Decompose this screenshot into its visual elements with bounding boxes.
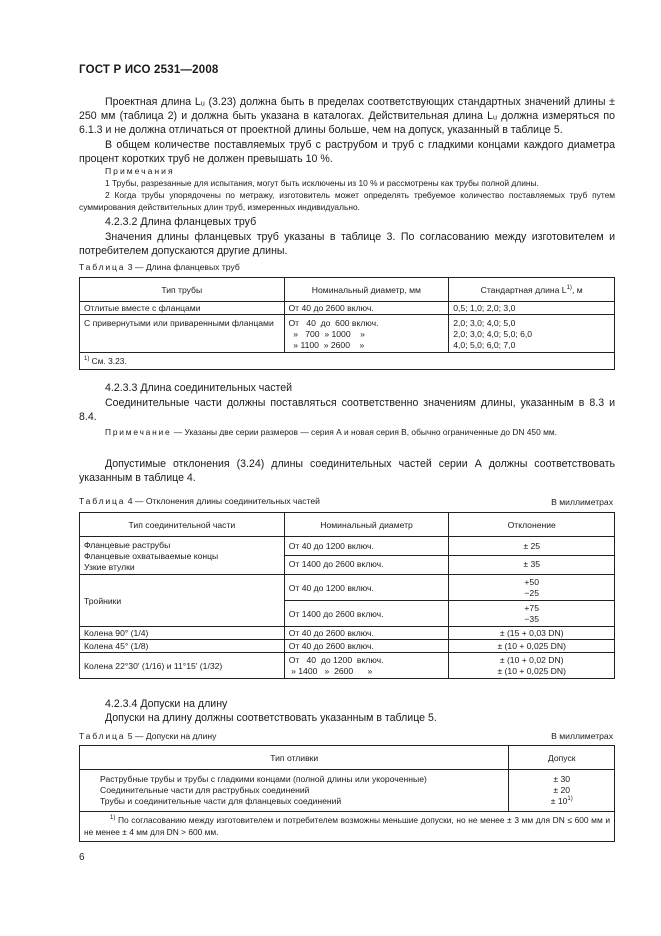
note-1: 1 Трубы, разрезанные для испытания, могут быть исключены из 10 % и рассмотрены как трубы полной длины. — [105, 178, 539, 188]
page-number: 6 — [79, 852, 85, 863]
table-4-cell-deviation: ± (10 + 0,02 DN) ± (10 + 0,025 DN) — [449, 653, 615, 679]
table-row — [80, 653, 615, 679]
table-4-cell-deviation: ± (15 + 0,03 DN) — [449, 627, 615, 640]
table-4-cell-type: Фланцевые раструбы Фланцевые охватываемые концы Узкие втулки — [80, 537, 285, 575]
table-3-cell-dn: От 40 до 600 включ. » 700 » 1000 » » 1100 » 2600 » — [284, 315, 449, 353]
table-4-cell-dn: От 1400 до 2600 включ. — [284, 556, 449, 575]
notes-title: Примечания — [105, 166, 175, 176]
table-3-cell-length: 0,5; 1,0; 2,0; 3,0 — [449, 302, 615, 315]
table-4-header-type: Тип соединительной части — [80, 513, 285, 537]
note-series: Примечание — Указаны две серии размеров — серия А и новая серия В, обычно ограниченные до DN 450 мм. — [105, 427, 557, 437]
table-4-cell-dn: От 40 до 1200 включ. » 1400 » 2600 » — [284, 653, 449, 679]
paragraph-flanged-lengths: Значения длины фланцевых труб указаны в таблице 3. По согласованию между изготовителем и потребителем допускаются другие длины. — [79, 231, 615, 258]
table-3-caption-rest: 3 — Длина фланцевых труб — [127, 262, 240, 272]
table-5-tolerance-2: ± 20 — [553, 785, 571, 795]
table-4-cell-deviation: ± 25 — [449, 537, 615, 556]
section-4-2-3-4-title: 4.2.3.4 Допуски на длину — [105, 698, 228, 710]
table-4-caption — [79, 496, 320, 506]
document-header: ГОСТ Р ИСО 2531—2008 — [79, 64, 219, 76]
section-4-2-3-3-title: 4.2.3.3 Длина соединительных частей — [105, 382, 293, 394]
paragraph-deviations: Допустимые отклонения (3.24) длины соединительных частей серии А должны соответствовать указанным в таблице 4. — [79, 458, 615, 485]
table-4-cell-deviation: +75 −35 — [449, 601, 615, 627]
note-2: 2 Когда трубы упорядочены по метражу, изготовитель может определять требуемое количество поставляемых труб путем суммирования действительных длин труб, измеренных индивидуально. — [79, 190, 615, 212]
table-5-footnote: $^{1)}$ По согласованию между изготовителем и потребителем возможны меньшие допуски, но не менее ± 3 мм для DN ≤ 600 мм и не менее ± 4 мм для DN > 600 мм. — [80, 812, 615, 842]
paragraph-short-pipes: В общем количестве поставляемых труб с раструбом и труб с гладкими концами каждого диаметра процент коротких труб не должен превышать 10 %. — [79, 139, 615, 166]
table-row — [80, 315, 615, 353]
table-3-caption — [79, 262, 240, 272]
table-4-cell-type: Колена 22°30′ (1/16) и 11°15′ (1/32) — [80, 653, 285, 679]
paragraph-design-length: Проектная длина Lᵤ (3.23) должна быть в пределах соответствующих стандартных значений длины ± 250 мм (таблица 2) и должна быть указана в каталогах. Действительная длина Lᵤ должна измеряться по 6.1.3 и не должна отличаться от проектной длины больше, чем на допуск, указанный в таблице 5. — [79, 96, 615, 137]
table-3-header-dn: Номинальный диаметр, мм — [284, 278, 449, 302]
table-5 — [79, 745, 615, 842]
table-3-footnote-row — [80, 353, 615, 370]
table-3-header-length: Стандартная длина $L^{1)}$, м — [449, 278, 615, 302]
table-4-cell-dn: От 40 до 2600 включ. — [284, 627, 449, 640]
table-5-tolerance-1: ± 30 — [553, 774, 571, 784]
table-4-unit: В миллиметрах — [551, 497, 613, 507]
table-5-unit: В миллиметрах — [551, 731, 613, 741]
table-3-footnote: $^{1)}$ См. 3.23. — [80, 353, 615, 370]
table-4-cell-deviation: ± 35 — [449, 556, 615, 575]
table-row — [80, 575, 615, 601]
table-row — [80, 537, 615, 556]
table-5-caption-rest: 5 — Допуски на длину — [127, 731, 217, 741]
table-4-header-deviation: Отклонение — [449, 513, 615, 537]
table-4-cell-type: Колена 45° (1/8) — [80, 640, 285, 653]
table-4-cell-type: Колена 90° (1/4) — [80, 627, 285, 640]
table-3-caption-word: Таблица — [79, 262, 126, 272]
table-5-header-row — [80, 746, 615, 770]
table-5-header-tolerance: Допуск — [509, 746, 615, 770]
table-4-cell-dn: От 40 до 1200 включ. — [284, 575, 449, 601]
table-3-cell-type: С привернутыми или приваренными фланцами — [80, 315, 285, 353]
table-4-cell-type: Тройники — [80, 575, 285, 627]
table-5-caption-word: Таблица — [79, 731, 126, 741]
table-4-header-dn: Номинальный диаметр — [284, 513, 449, 537]
paragraph-length-tolerances: Допуски на длину должны соответствовать указанным в таблице 5. — [105, 712, 437, 724]
table-5-caption — [79, 731, 216, 741]
table-4-caption-rest: 4 — Отклонения длины соединительных частей — [127, 496, 320, 506]
table-3-header-row — [80, 278, 615, 302]
table-5-cell-types: Раструбные трубы и трубы с гладкими концами (полной длины или укороченные) Соединительные части для раструбных соединений Трубы и соединительные части для фланцевых соединений — [80, 770, 509, 812]
paragraph-fitting-lengths: Соединительные части должны поставляться соответственно значениям длины, указанным в 8.3 и 8.4. — [79, 397, 615, 424]
table-5-cell-tolerances — [509, 770, 615, 812]
table-3-cell-dn: От 40 до 2600 включ. — [284, 302, 449, 315]
table-3-cell-length: 2,0; 3,0; 4,0; 5,0 2,0; 3,0; 4,0; 5,0; 6,0 4,0; 5,0; 6,0; 7,0 — [449, 315, 615, 353]
table-4-header-row — [80, 513, 615, 537]
table-3-cell-type: Отлитые вместе с фланцами — [80, 302, 285, 315]
table-3 — [79, 277, 615, 370]
table-4-cell-dn: От 40 до 2600 включ. — [284, 640, 449, 653]
table-3-header-type: Тип трубы — [80, 278, 285, 302]
table-5-tolerance-3: ± $10^{1)}$ — [550, 796, 573, 806]
table-5-footnote-row — [80, 812, 615, 842]
table-row — [80, 770, 615, 812]
table-4-caption-word: Таблица — [79, 496, 126, 506]
section-4-2-3-2-title: 4.2.3.2 Длина фланцевых труб — [105, 216, 257, 228]
table-4-cell-dn: От 1400 до 2600 включ. — [284, 601, 449, 627]
table-row — [80, 302, 615, 315]
table-4-cell-deviation: ± (10 + 0,025 DN) — [449, 640, 615, 653]
table-4 — [79, 512, 615, 679]
table-4-cell-dn: От 40 до 1200 включ. — [284, 537, 449, 556]
table-row — [80, 640, 615, 653]
table-5-header-type: Тип отливки — [80, 746, 509, 770]
table-4-cell-deviation: +50 −25 — [449, 575, 615, 601]
table-row — [80, 627, 615, 640]
